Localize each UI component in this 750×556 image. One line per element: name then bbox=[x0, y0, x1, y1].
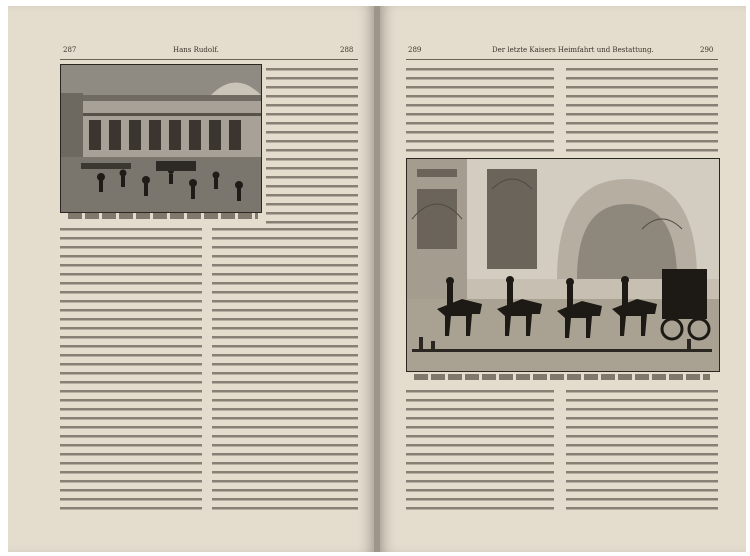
text-column bbox=[266, 64, 358, 224]
right-page bbox=[380, 6, 746, 552]
text-column bbox=[212, 224, 358, 514]
procession-engraving bbox=[406, 158, 720, 372]
station-photograph bbox=[60, 64, 262, 213]
station-photo-drawing bbox=[61, 65, 261, 212]
text-column bbox=[406, 64, 554, 154]
station-photo-caption bbox=[68, 213, 258, 219]
procession-drawing bbox=[407, 159, 719, 371]
left-page-number-secondary: 288 bbox=[340, 46, 354, 54]
right-running-head: Der letzte Kaisers Heimfahrt und Bestattung. bbox=[492, 46, 654, 54]
text-column bbox=[566, 64, 718, 154]
left-header-rule bbox=[60, 59, 358, 60]
text-column bbox=[566, 386, 718, 514]
left-page bbox=[8, 6, 374, 552]
left-running-head: Hans Rudolf. bbox=[173, 46, 219, 54]
left-page-number: 287 bbox=[63, 46, 77, 54]
text-column bbox=[60, 224, 202, 514]
magazine-spread bbox=[8, 6, 746, 552]
right-page-number-secondary: 290 bbox=[700, 46, 714, 54]
procession-engraving-caption bbox=[414, 374, 710, 380]
right-header-rule bbox=[406, 59, 718, 60]
right-page-number: 289 bbox=[408, 46, 422, 54]
text-column bbox=[406, 386, 554, 514]
